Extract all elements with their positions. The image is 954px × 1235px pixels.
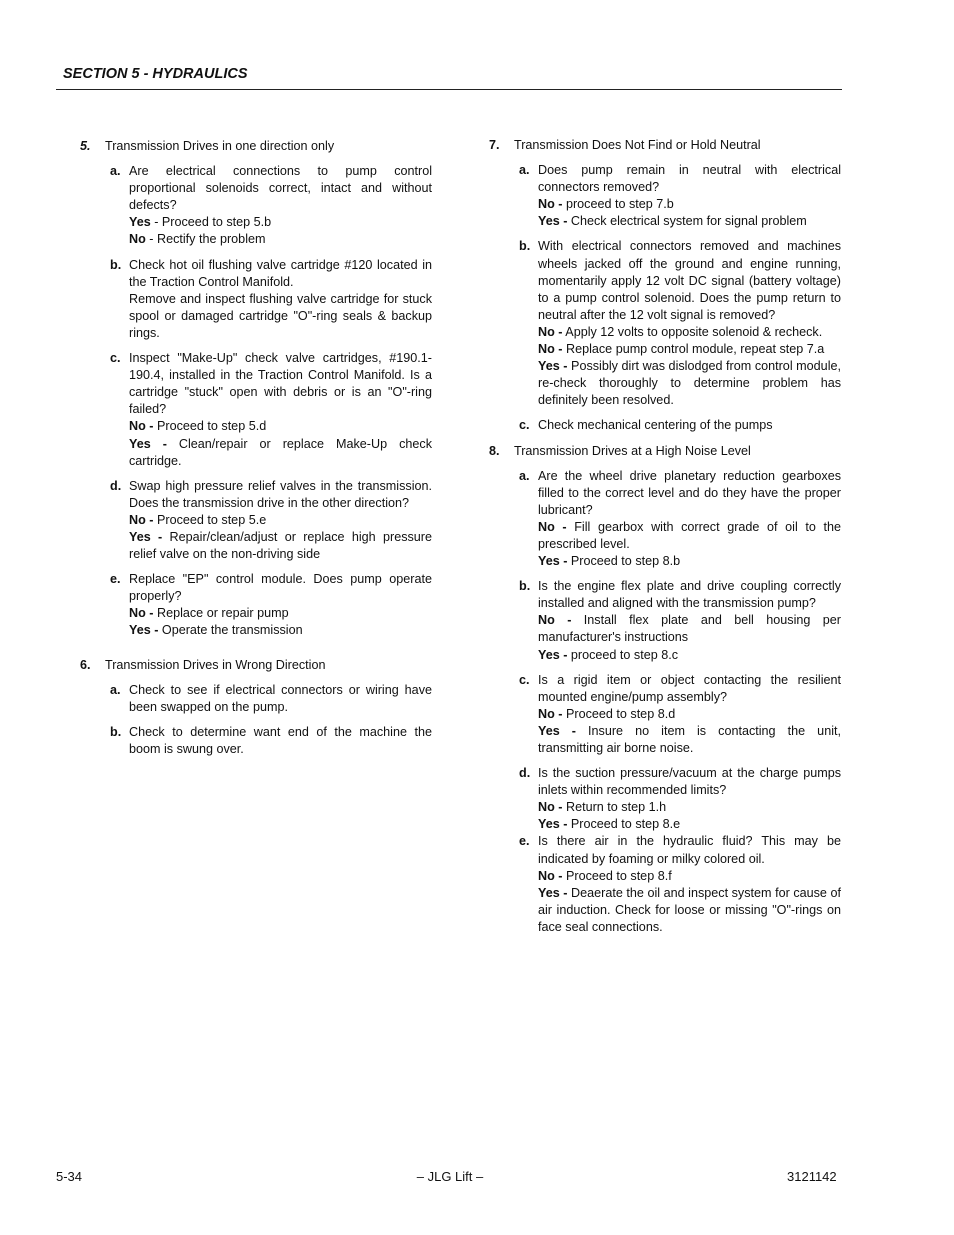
substep-8b	[514, 578, 841, 663]
right-column	[489, 137, 841, 944]
step-title: Transmission Drives in one direction only	[105, 139, 335, 153]
step-number: 7.	[489, 138, 500, 152]
substep-text: Is a rigid item or object contacting the resilient mounted engine/pump assembly?	[538, 672, 841, 704]
answer-line: Yes - Check electrical system for signal problem	[538, 214, 807, 229]
document-number: 3121142	[787, 1169, 837, 1184]
substep-text: Replace "EP" control module. Does pump operate properly?	[129, 572, 432, 604]
answer-line: No - Apply 12 volts to opposite solenoid & recheck.	[538, 324, 823, 339]
answer-line: No - Proceed to step 5.e	[129, 512, 267, 527]
answer-line: No - Rectify the problem	[129, 232, 266, 247]
substep-text: Inspect "Make-Up" check valve cartridges, #190.1-190.4, installed in the Traction Control Manifold. Is a cartridge "stuck" open with debris or is an "O"-ring failed?	[129, 351, 432, 417]
answer-line: Yes - Proceed to step 8.b	[538, 554, 681, 569]
substep-7c	[514, 417, 841, 434]
answer-line: No - Return to step 1.h	[538, 800, 667, 815]
answer-line: No - Fill gearbox with correct grade of oil to the prescribed level.	[538, 519, 842, 551]
answer-line: No - proceed to step 7.b	[538, 197, 674, 212]
left-column	[80, 138, 432, 766]
substep-5e	[105, 571, 432, 639]
footer-brand: – JLG Lift –	[416, 1169, 484, 1184]
answer-line: Yes - Deaerate the oil and inspect system for cause of air induction. Check for loose or missing "O"-rings on face seal connections.	[538, 885, 841, 934]
substep-8a	[514, 468, 841, 571]
answer-line: Yes - Insure no item is contacting the unit, transmitting air borne noise.	[538, 723, 841, 755]
substep-text-2: Remove and inspect flushing valve cartridge for stuck spool or damaged cartridge "O"-ring seals & backup rings.	[129, 291, 432, 340]
substep-6b	[105, 724, 432, 758]
substep-text: Does pump remain in neutral with electrical connectors removed?	[538, 163, 841, 195]
substep-7a	[514, 162, 841, 230]
step-8	[489, 443, 841, 937]
step-5	[80, 138, 432, 640]
substep-letter: c.	[519, 418, 530, 433]
step-number: 6.	[80, 657, 91, 672]
substep-text: With electrical connectors removed and machines wheels jacked off the ground and engine running, momentarily apply 12 volt DC signal (battery voltage) to a pump control solenoid. Does the pump return to neutral after the 12 volt signal is removed?	[538, 239, 841, 322]
substep-letter: d.	[110, 478, 122, 493]
substep-letter: b.	[519, 239, 531, 254]
page-number: 5-34	[56, 1169, 83, 1184]
substep-letter: c.	[519, 672, 530, 687]
answer-line: No - Proceed to step 8.f	[538, 868, 672, 883]
answer-line: Yes - proceed to step 8.c	[538, 647, 679, 662]
substep-8d	[514, 765, 841, 833]
substep-8c	[514, 672, 841, 757]
substep-text: Are the wheel drive planetary reduction gearboxes filled to the correct level and do they have the proper lubricant?	[538, 468, 841, 517]
substep-6a	[105, 682, 432, 716]
substep-letter: e.	[110, 572, 121, 587]
substep-letter: b.	[519, 579, 531, 594]
answer-line: No - Replace or repair pump	[129, 606, 289, 621]
substep-letter: d.	[519, 766, 531, 781]
step-number: 5.	[80, 139, 91, 153]
substep-text: Check to determine want end of the machine the boom is swung over.	[129, 724, 432, 756]
substep-text: Swap high pressure relief valves in the transmission. Does the transmission drive in the other direction?	[129, 478, 432, 510]
step-title: Transmission Drives at a High Noise Level	[514, 443, 751, 458]
substep-letter: b.	[110, 257, 122, 272]
answer-line: No - Proceed to step 5.d	[129, 419, 267, 434]
substep-letter: b.	[110, 724, 122, 739]
answer-line: Yes - Possibly dirt was dislodged from control module, re-check thoroughly to determine problem has definitely been resolved.	[538, 359, 841, 408]
substep-letter: a.	[519, 468, 530, 483]
answer-line: Yes - Clean/repair or replace Make-Up check cartridge.	[129, 436, 432, 468]
answer-line: No - Replace pump control module, repeat step 7.a	[538, 342, 825, 357]
substep-letter: c.	[110, 351, 121, 366]
answer-line: Yes - Repair/clean/adjust or replace high pressure relief valve on the non-driving side	[129, 529, 432, 562]
substep-text: Are electrical connections to pump control proportional solenoids correct, intact and without defects?	[129, 164, 432, 213]
step-title: Transmission Does Not Find or Hold Neutral	[514, 138, 761, 152]
substep-letter: e.	[519, 834, 530, 849]
substep-text: Check to see if electrical connectors or wiring have been swapped on the pump.	[129, 682, 432, 714]
substep-text: Is the suction pressure/vacuum at the charge pumps inlets within recommended limits?	[538, 766, 841, 798]
substep-letter: a.	[110, 164, 121, 179]
substep-5a	[105, 163, 432, 248]
step-7	[489, 137, 841, 435]
answer-line: No - Proceed to step 8.d	[538, 706, 676, 721]
step-title: Transmission Drives in Wrong Direction	[105, 657, 326, 672]
substep-8e	[514, 833, 841, 936]
substep-5b	[105, 257, 432, 342]
substep-letter: a.	[519, 163, 530, 178]
answer-line: No - Install flex plate and bell housing per manufacturer's instructions	[538, 613, 841, 645]
step-6	[80, 657, 432, 758]
substep-text: Check mechanical centering of the pumps	[538, 418, 773, 433]
substep-letter: a.	[110, 682, 121, 697]
substep-text: Is there air in the hydraulic fluid? This may be indicated by foaming or milky colored oil.	[538, 834, 841, 866]
answer-line: Yes - Proceed to step 8.e	[538, 817, 681, 832]
substep-5c	[105, 350, 432, 470]
substep-7b	[514, 238, 841, 409]
substep-text: Check hot oil flushing valve cartridge #120 located in the Traction Control Manifold.	[129, 257, 432, 289]
section-title: SECTION 5 - HYDRAULICS	[63, 66, 248, 82]
step-number: 8.	[489, 443, 500, 458]
header-rule	[56, 89, 842, 90]
answer-line: Yes - Operate the transmission	[129, 623, 303, 638]
answer-line: Yes - Proceed to step 5.b	[129, 215, 272, 230]
substep-text: Is the engine flex plate and drive coupling correctly installed and aligned with the transmission pump?	[538, 579, 841, 611]
substep-5d	[105, 478, 432, 563]
